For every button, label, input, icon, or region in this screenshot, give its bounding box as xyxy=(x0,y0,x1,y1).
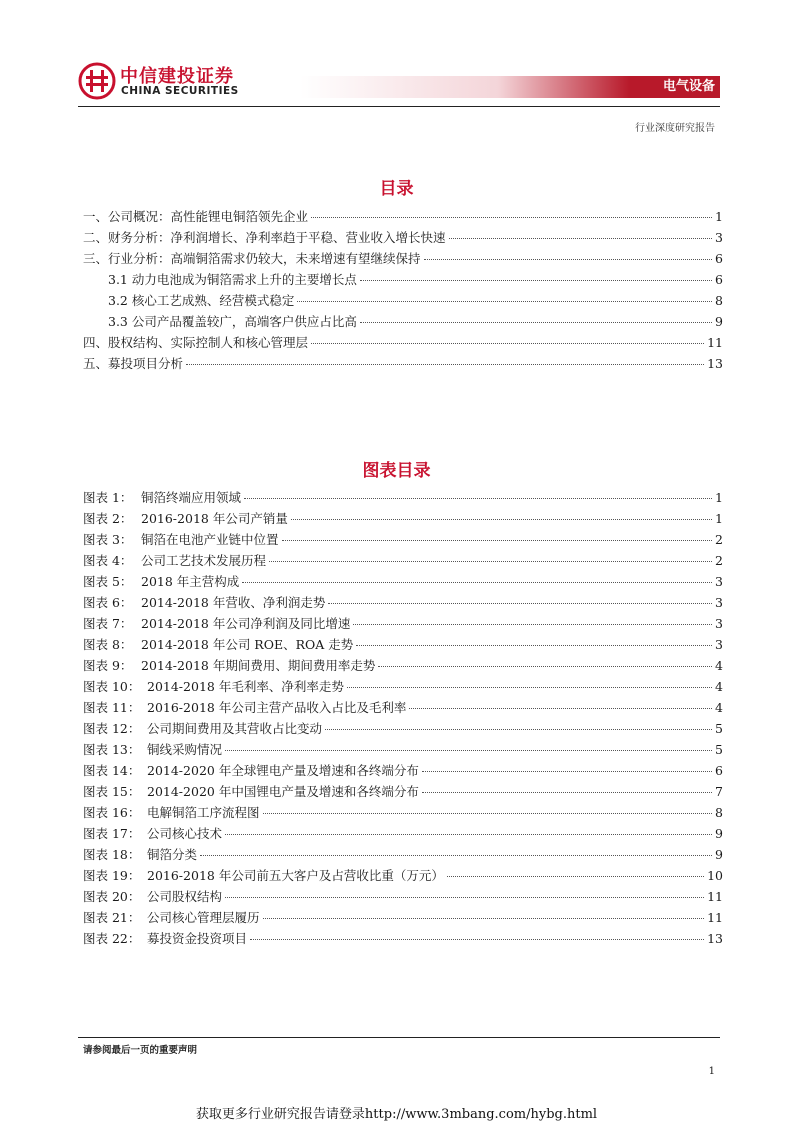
figure-page: 3 xyxy=(715,637,723,652)
figure-page: 1 xyxy=(715,490,723,505)
figure-title: 2014-2018 年营收、净利润走势 xyxy=(141,595,326,610)
figure-title: 公司核心管理层履历 xyxy=(147,910,260,925)
sector-label: 电气设备 xyxy=(662,79,715,94)
figure-page: 2 xyxy=(715,532,723,547)
dot-leader xyxy=(356,645,712,646)
figure-label: 图表 6： xyxy=(83,595,133,610)
dot-leader xyxy=(242,582,712,583)
figure-label: 图表 4： xyxy=(83,553,133,568)
figure-entry[interactable] xyxy=(83,635,723,653)
figure-title: 2016-2018 年公司前五大客户及占营收比重（万元） xyxy=(147,868,444,883)
figure-label: 图表 12： xyxy=(83,721,141,736)
figure-title: 公司工艺技术发展历程 xyxy=(141,553,267,568)
dot-leader xyxy=(225,897,704,898)
promo-link-text[interactable]: 获取更多行业研究报告请登录http://www.3mbang.com/hybg.html xyxy=(195,1107,598,1122)
figure-title: 电解铜箔工序流程图 xyxy=(147,805,260,820)
figure-page: 4 xyxy=(715,679,723,694)
disclaimer-note: 请参阅最后一页的重要声明 xyxy=(83,1045,198,1056)
figure-label: 图表 18： xyxy=(83,847,141,862)
dot-leader xyxy=(269,561,712,562)
toc-entry-page: 13 xyxy=(707,356,723,371)
brand-logo xyxy=(78,62,278,102)
figure-label: 图表 10： xyxy=(83,679,141,694)
report-type: 行业深度研究报告 xyxy=(635,123,715,134)
figure-title: 2014-2018 年公司净利润及同比增速 xyxy=(141,616,351,631)
figure-entry[interactable] xyxy=(83,908,723,926)
figure-label: 图表 2： xyxy=(83,511,133,526)
toc-subentry[interactable] xyxy=(108,270,723,288)
dot-leader xyxy=(311,217,712,218)
toc-entry-page: 6 xyxy=(715,251,723,266)
dot-leader xyxy=(186,364,704,365)
toc-entry-title: 一、公司概况：高性能锂电铜箔领先企业 xyxy=(83,209,309,224)
dot-leader xyxy=(447,876,704,877)
logo-english-name: CHINA SECURITIES xyxy=(121,85,239,97)
dot-leader xyxy=(297,301,712,302)
figure-entry[interactable] xyxy=(83,719,723,737)
dot-leader xyxy=(250,939,704,940)
dot-leader xyxy=(409,708,712,709)
dot-leader xyxy=(282,540,713,541)
toc-entry-title: 四、股权结构、实际控制人和核心管理层 xyxy=(83,335,309,350)
dot-leader xyxy=(328,603,712,604)
toc-entry-title: 3.2 核心工艺成熟、经营模式稳定 xyxy=(108,293,295,308)
figure-page: 4 xyxy=(715,700,723,715)
figure-page: 6 xyxy=(715,763,723,778)
logo-chinese-name: 中信建投证券 xyxy=(120,66,234,87)
figure-title: 铜箔终端应用领域 xyxy=(141,490,242,505)
figure-page: 3 xyxy=(715,574,723,589)
toc-entry-title: 五、募投项目分析 xyxy=(83,356,184,371)
figure-entry[interactable] xyxy=(83,593,723,611)
toc-entry[interactable] xyxy=(83,207,723,225)
page-number: 1 xyxy=(708,1066,715,1077)
toc-entry-title: 3.3 公司产品覆盖较广，高端客户供应占比高 xyxy=(108,314,357,329)
footer-divider xyxy=(78,1037,720,1038)
figure-title: 2014-2018 年毛利率、净利率走势 xyxy=(147,679,344,694)
toc-entry-page: 6 xyxy=(715,272,723,287)
figure-title: 2016-2018 年公司产销量 xyxy=(141,511,288,526)
dot-leader xyxy=(360,280,712,281)
figure-entry[interactable] xyxy=(83,803,723,821)
figure-entry[interactable] xyxy=(83,677,723,695)
figure-entry[interactable] xyxy=(83,614,723,632)
dot-leader xyxy=(353,624,712,625)
figure-page: 7 xyxy=(715,784,723,799)
dot-leader xyxy=(200,855,712,856)
figure-label: 图表 3： xyxy=(83,532,133,547)
figure-label: 图表 7： xyxy=(83,616,133,631)
toc-entry-page: 11 xyxy=(707,335,723,350)
toc-entry-page: 9 xyxy=(715,314,723,329)
toc-entry[interactable] xyxy=(83,249,723,267)
toc-subentry[interactable] xyxy=(108,291,723,309)
figure-page: 4 xyxy=(715,658,723,673)
toc-heading: 目录 xyxy=(379,179,414,199)
dot-leader xyxy=(449,238,713,239)
dot-leader xyxy=(360,322,712,323)
figure-title: 2014-2018 年公司 ROE、ROA 走势 xyxy=(141,637,354,652)
figure-entry[interactable] xyxy=(83,698,723,716)
figure-title: 铜箔在电池产业链中位置 xyxy=(141,532,279,547)
toc-entry-page: 8 xyxy=(715,293,723,308)
figure-page: 9 xyxy=(715,826,723,841)
figure-entry[interactable] xyxy=(83,551,723,569)
figure-page: 9 xyxy=(715,847,723,862)
figure-entry[interactable] xyxy=(83,572,723,590)
dot-leader xyxy=(225,834,712,835)
dot-leader xyxy=(263,813,713,814)
figure-label: 图表 1： xyxy=(83,490,133,505)
figure-title: 2014-2018 年期间费用、期间费用率走势 xyxy=(141,658,376,673)
figure-entry[interactable] xyxy=(83,530,723,548)
figure-entry[interactable] xyxy=(83,740,723,758)
figure-entry[interactable] xyxy=(83,656,723,674)
dot-leader xyxy=(424,259,713,260)
header-band-gradient xyxy=(300,76,630,98)
figure-label: 图表 20： xyxy=(83,889,141,904)
figure-label: 图表 5： xyxy=(83,574,133,589)
figure-page: 3 xyxy=(715,616,723,631)
figure-label: 图表 8： xyxy=(83,637,133,652)
figure-page: 11 xyxy=(707,910,723,925)
figure-label: 图表 21： xyxy=(83,910,141,925)
toc-entry[interactable] xyxy=(83,228,723,246)
figure-title: 公司核心技术 xyxy=(147,826,223,841)
toc-entry-title: 二、财务分析：净利润增长、净利率趋于平稳、营业收入增长快速 xyxy=(83,230,446,245)
figure-page: 3 xyxy=(715,595,723,610)
figure-entry[interactable] xyxy=(83,761,723,779)
figure-entry[interactable] xyxy=(83,509,723,527)
figure-entry[interactable] xyxy=(83,782,723,800)
figure-page: 11 xyxy=(707,889,723,904)
figure-page: 5 xyxy=(715,721,723,736)
dot-leader xyxy=(244,498,712,499)
figure-title: 2016-2018 年公司主营产品收入占比及毛利率 xyxy=(147,700,407,715)
toc-entry-page: 1 xyxy=(715,209,723,224)
dot-leader xyxy=(291,519,712,520)
dot-leader xyxy=(422,771,712,772)
figure-entry[interactable] xyxy=(83,488,723,506)
figure-entry[interactable] xyxy=(83,929,723,947)
figure-entry[interactable] xyxy=(83,866,723,884)
figure-page: 10 xyxy=(707,868,723,883)
dot-leader xyxy=(325,729,712,730)
figure-title: 2014-2020 年中国锂电产量及增速和各终端分布 xyxy=(147,784,419,799)
figure-entry[interactable] xyxy=(83,887,723,905)
figure-page: 2 xyxy=(715,553,723,568)
figure-title: 募投资金投资项目 xyxy=(147,931,248,946)
figure-label: 图表 9： xyxy=(83,658,133,673)
figure-page: 5 xyxy=(715,742,723,757)
figure-entry[interactable] xyxy=(83,845,723,863)
dot-leader xyxy=(263,918,705,919)
toc-entry[interactable] xyxy=(83,354,723,372)
figure-label: 图表 17： xyxy=(83,826,141,841)
dot-leader xyxy=(225,750,712,751)
figure-entry[interactable] xyxy=(83,824,723,842)
toc-entry[interactable] xyxy=(83,333,723,351)
header-divider xyxy=(78,106,720,107)
figure-label: 图表 15： xyxy=(83,784,141,799)
figure-label: 图表 11： xyxy=(83,700,141,715)
figures-heading: 图表目录 xyxy=(362,461,431,481)
figure-label: 图表 19： xyxy=(83,868,141,883)
figure-label: 图表 13： xyxy=(83,742,141,757)
toc-entry-page: 3 xyxy=(715,230,723,245)
figure-page: 13 xyxy=(707,931,723,946)
figure-title: 铜箔分类 xyxy=(147,847,198,862)
dot-leader xyxy=(311,343,704,344)
figure-label: 图表 16： xyxy=(83,805,141,820)
figure-label: 图表 22： xyxy=(83,931,141,946)
figure-title: 公司期间费用及其营收占比变动 xyxy=(147,721,323,736)
dot-leader xyxy=(422,792,712,793)
dot-leader xyxy=(347,687,712,688)
dot-leader xyxy=(378,666,712,667)
china-securities-emblem-icon xyxy=(78,62,116,100)
figure-title: 公司股权结构 xyxy=(147,889,223,904)
toc-subentry[interactable] xyxy=(108,312,723,330)
figure-page: 1 xyxy=(715,511,723,526)
figure-title: 铜线采购情况 xyxy=(147,742,223,757)
figure-label: 图表 14： xyxy=(83,763,141,778)
toc-entry-title: 3.1 动力电池成为铜箔需求上升的主要增长点 xyxy=(108,272,357,287)
figure-title: 2018 年主营构成 xyxy=(141,574,240,589)
figure-title: 2014-2020 年全球锂电产量及增速和各终端分布 xyxy=(147,763,419,778)
toc-entry-title: 三、行业分析：高端铜箔需求仍较大，未来增速有望继续保持 xyxy=(83,251,421,266)
figure-page: 8 xyxy=(715,805,723,820)
